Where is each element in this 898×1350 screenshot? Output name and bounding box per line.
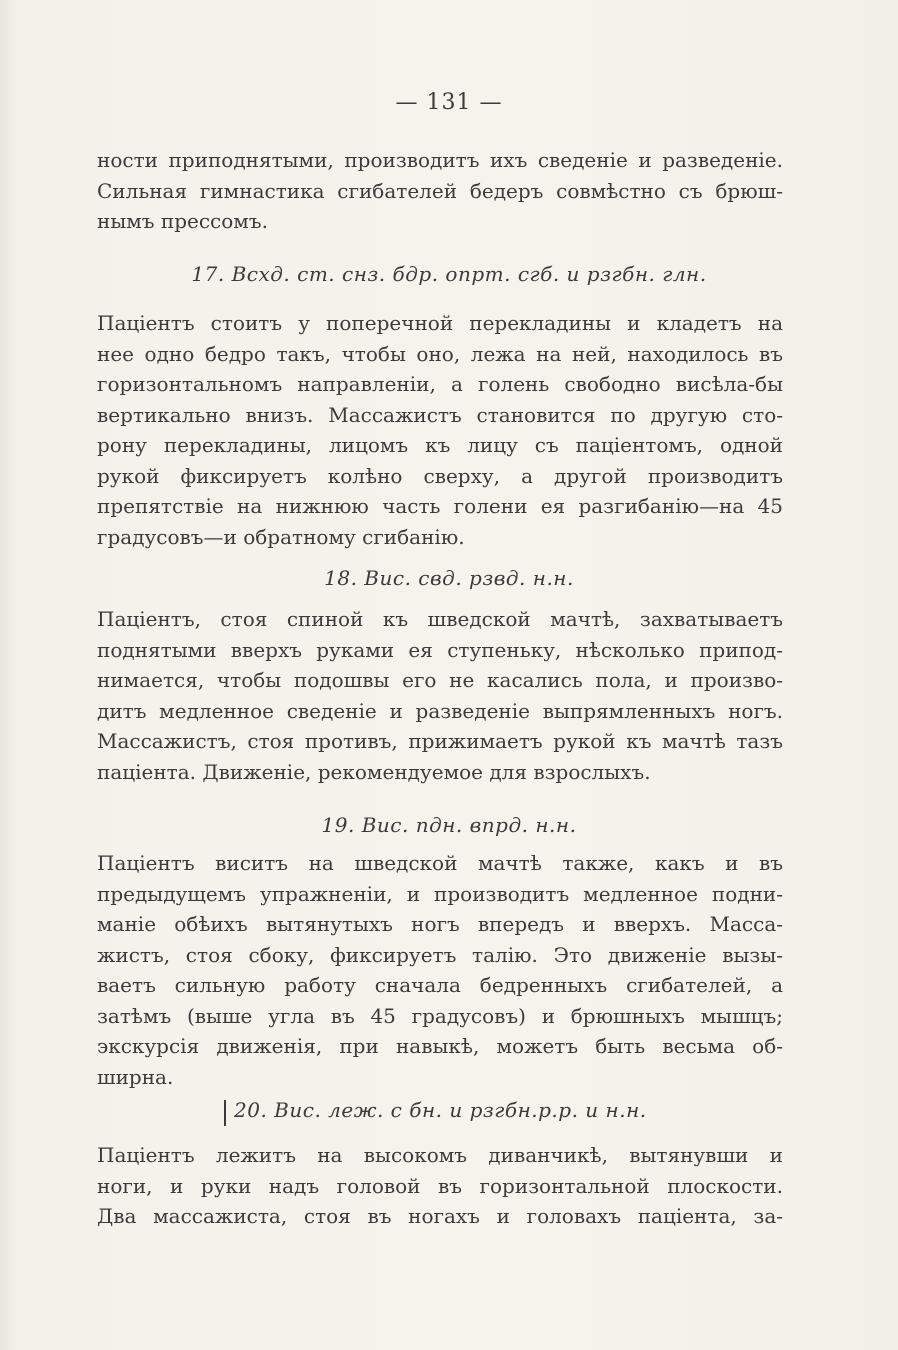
text-line: рону перекладины, лицомъ къ лицу съ паціентомъ, одной	[97, 433, 783, 457]
text-line: Сильная гимнастика сгибателей бедеръ совмѣстно съ брюш-	[97, 178, 783, 203]
section-heading-19: 19. Вис. пдн. впрд. н.н.	[321, 813, 577, 837]
page-number: — 131 —	[395, 90, 503, 115]
section-heading-20: 20. Вис. леж. с бн. и рзгбн.р.р. и н.н.	[234, 1098, 647, 1122]
text-line: нимается, чтобы подошвы его не касались пола, и произво-	[97, 668, 783, 692]
paragraph-18	[97, 604, 783, 787]
text-line: жистъ, стоя сбоку, фиксируетъ талію. Это движеніе вызы-	[97, 942, 783, 967]
text-line: Паціентъ виситъ на шведской мачтѣ также, какъ и въ	[97, 851, 783, 875]
text-line: паціента. Движеніе, рекомендуемое для взрослыхъ.	[97, 759, 651, 784]
text-line: предыдущемъ упражненіи, и производитъ медленное подни-	[97, 881, 783, 906]
text-line: рукой фиксируетъ колѣно сверху, а другой производитъ	[97, 463, 783, 488]
paragraph-20	[97, 1140, 783, 1232]
section-heading-18: 18. Вис. свд. рзвд. н.н.	[324, 566, 574, 590]
text-line: ширна.	[97, 1064, 174, 1089]
text-line: Массажистъ, стоя противъ, прижимаетъ рукой къ мачтѣ тазъ	[97, 729, 783, 753]
text-line: Паціентъ стоитъ у поперечной перекладины и кладетъ на	[97, 311, 783, 335]
margin-mark	[224, 1100, 226, 1126]
text-line: экскурсія движенія, при навыкѣ, можетъ быть весьма об-	[97, 1034, 783, 1058]
text-line: градусовъ—и обратному сгибанію.	[97, 524, 465, 549]
paragraph-17	[97, 308, 783, 552]
text-line: дитъ медленное сведеніе и разведеніе выпрямленныхъ ногъ.	[97, 698, 783, 723]
text-line: препятствіе на нижнюю часть голени ея разгибанію—на 45	[97, 494, 783, 518]
text-line: Паціентъ, стоя спиной къ шведской мачтѣ, захватываетъ	[97, 607, 783, 631]
text-line: поднятыми вверхъ руками ея ступеньку, нѣсколько припод-	[97, 637, 783, 662]
paragraph-19	[97, 848, 783, 1092]
text-line: нее одно бедро такъ, чтобы оно, лежа на ней, находилось въ	[97, 341, 783, 366]
text-line: маніе обѣихъ вытянутыхъ ногъ впередъ и вверхъ. Масса-	[97, 912, 783, 936]
text-line: затѣмъ (выше угла въ 45 градусовъ) и брюшныхъ мышцъ;	[97, 1003, 783, 1028]
paragraph-continuation	[97, 145, 783, 237]
section-heading-17: 17. Всхд. ст. снз. бдр. опрт. сгб. и рзгбн. глн.	[191, 262, 707, 286]
text-line: Паціентъ лежитъ на высокомъ диванчикѣ, вытянувши и	[97, 1143, 783, 1167]
text-line: ваетъ сильную работу сначала бедренныхъ сгибателей, а	[97, 973, 783, 997]
text-line: горизонтальномъ направленіи, а голень свободно висѣла-бы	[97, 372, 783, 396]
text-line: Два массажиста, стоя въ ногахъ и головахъ паціента, за-	[97, 1204, 783, 1228]
text-line: ности приподнятыми, производитъ ихъ сведеніе и разведеніе.	[97, 148, 783, 172]
text-line: ноги, и руки надъ головой въ горизонтальной плоскости.	[97, 1173, 783, 1198]
text-line: вертикально внизъ. Массажистъ становится по другую сто-	[97, 402, 783, 427]
text-line: нымъ прессомъ.	[97, 209, 268, 233]
